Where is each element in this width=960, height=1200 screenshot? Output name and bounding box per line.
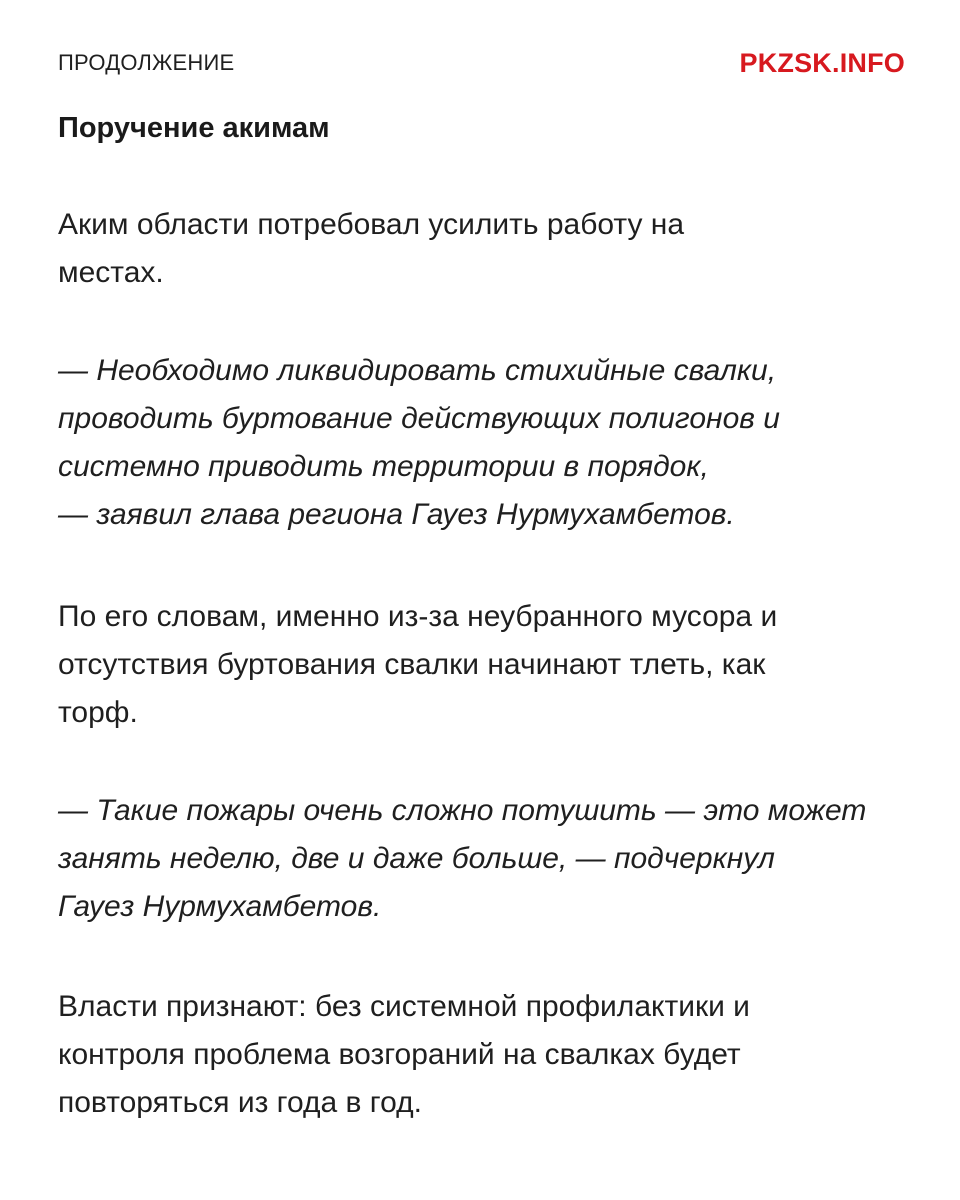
paragraph-line: торф. xyxy=(58,696,138,729)
page-header xyxy=(58,48,905,78)
article-body xyxy=(58,201,908,1119)
quote-paragraph-2 xyxy=(58,787,866,931)
section-heading: Поручение акимам xyxy=(58,112,330,144)
quote-line: — Такие пожары очень сложно потушить — это может xyxy=(58,794,867,827)
site-logo: PKZSK.INFO xyxy=(739,47,905,78)
paragraph-line: Власти признают: без системной профилактики и xyxy=(58,990,750,1023)
quote-line: Гауез Нурмухамбетов. xyxy=(58,890,382,923)
paragraph-3 xyxy=(58,983,750,1127)
paragraph-line: отсутствия буртования свалки начинают тлеть, как xyxy=(58,648,766,681)
paragraph-line: По его словам, именно из-за неубранного мусора и xyxy=(58,600,778,633)
quote-line: проводить буртование действующих полигонов и xyxy=(58,402,780,435)
quote-line: — заявил глава региона Гауез Нурмухамбетов. xyxy=(58,498,735,531)
paragraph-line: местах. xyxy=(58,256,164,289)
quote-line: занять неделю, две и даже больше, — подчеркнул xyxy=(58,842,775,875)
continuation-label: ПРОДОЛЖЕНИЕ xyxy=(58,50,235,75)
paragraph-1 xyxy=(58,201,908,297)
paragraph-line: Аким области потребовал усилить работу на xyxy=(58,208,685,241)
quote-paragraph-1 xyxy=(58,347,780,539)
quote-line: — Необходимо ликвидировать стихийные свалки, xyxy=(58,354,777,387)
paragraph-line: контроля проблема возгораний на свалках будет xyxy=(58,1038,741,1071)
paragraph-line: повторяться из года в год. xyxy=(58,1086,422,1119)
paragraph-2 xyxy=(58,593,777,737)
quote-line: системно приводить территории в порядок, xyxy=(58,450,709,483)
